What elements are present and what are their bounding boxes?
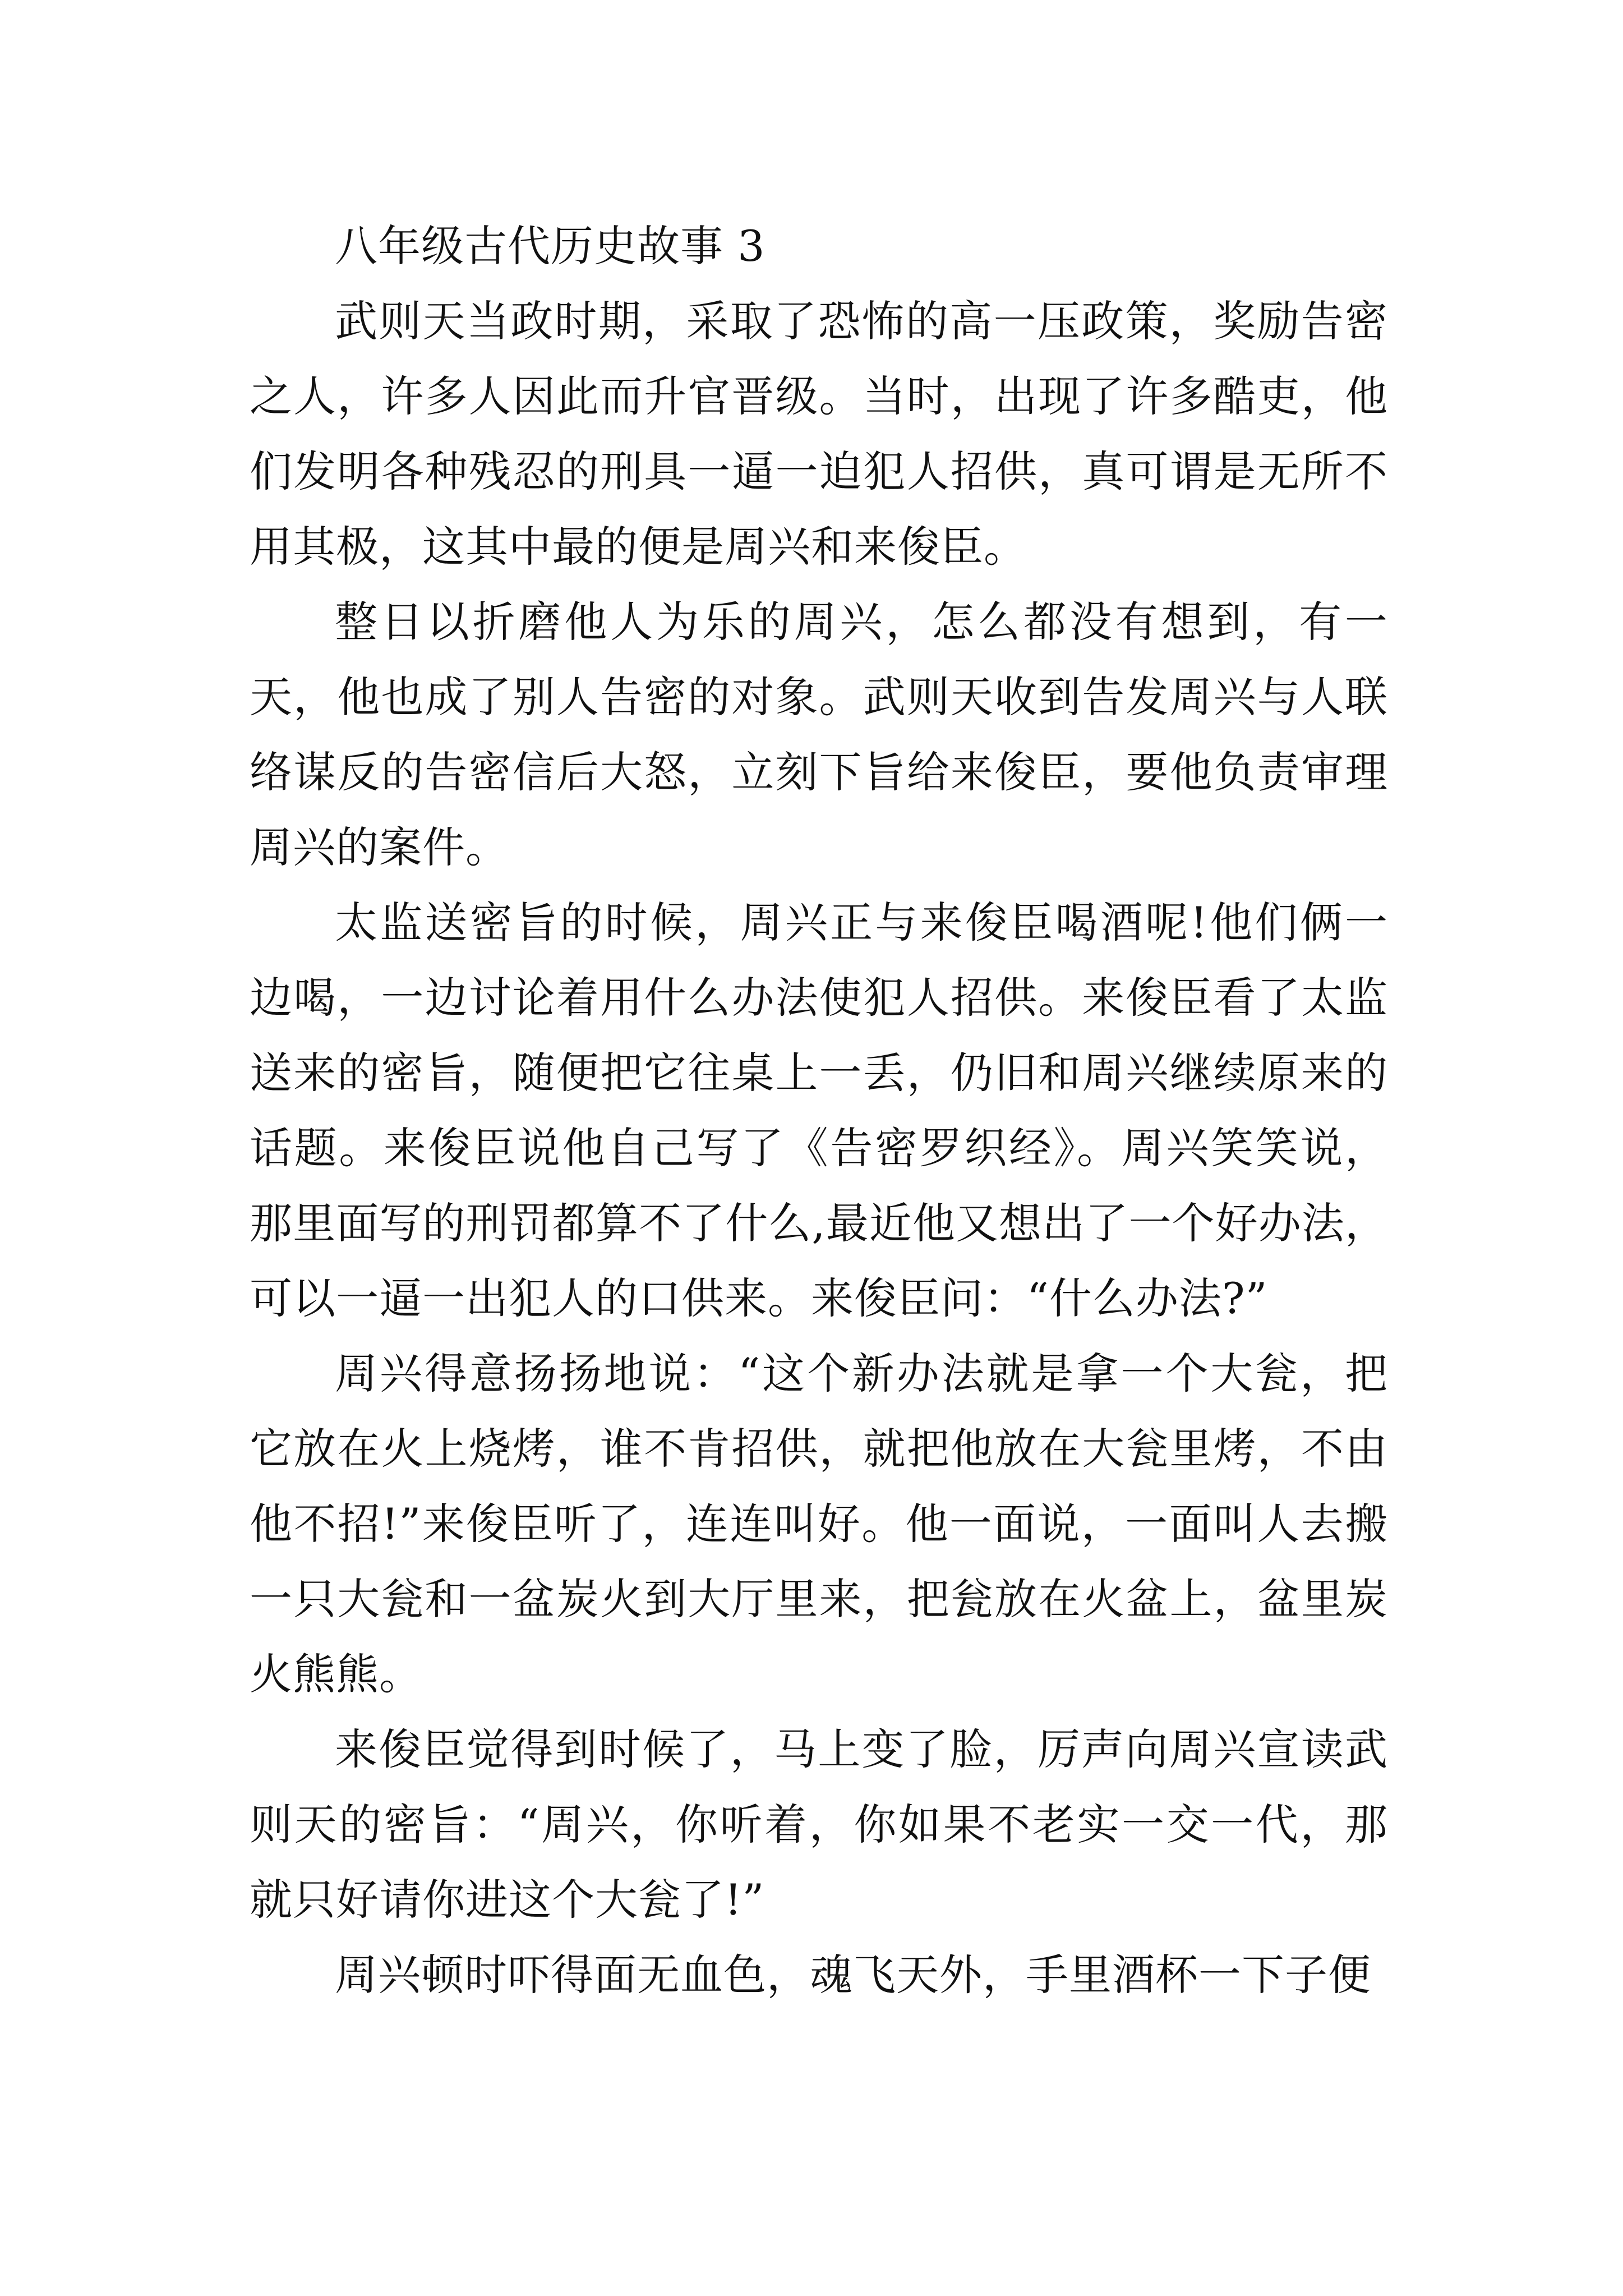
paragraph-6: 周兴顿时吓得面无血色，魂飞天外，手里酒杯一下子便 xyxy=(335,1950,1371,2000)
paragraph-2: 整日以折磨他人为乐的周兴，怎么都没有想到，有一天，他也成了别人告密的对象。武则天收到告发周兴与人联络谋反的告密信后大怒，立刻下旨给来俊臣，要他负责审理周兴的案件。 xyxy=(250,597,1388,872)
paragraph-5: 来俊臣觉得到时候了，马上变了脸，厉声向周兴宣读武则天的密旨：“周兴，你听着，你如果不老实一交一代，那就只好请你进这个大瓮了!” xyxy=(250,1724,1388,1925)
document-body xyxy=(250,209,1388,2013)
document-title: 八年级古代历史故事 3 xyxy=(335,221,766,271)
paragraph-3: 太监送密旨的时候，周兴正与来俊臣喝酒呢!他们俩一边喝，一边讨论着用什么办法使犯人招供。来俊臣看了太监送来的密旨，随便把它往桌上一丢，仍旧和周兴继续原来的话题。来俊臣说他自己写了《告密罗织经》。周兴笑笑说，那里面写的刑罚都算不了什么,最近他又想出了一个好办法，可以一逼一出犯人的口供来。来俊臣问：“什么办法?” xyxy=(250,898,1388,1323)
paragraph-4: 周兴得意扬扬地说：“这个新办法就是拿一个大瓮，把它放在火上烧烤，谁不肯招供，就把他放在大瓮里烤，不由他不招!”来俊臣听了，连连叫好。他一面说，一面叫人去搬一只大瓮和一盆炭火到大厅里来，把瓮放在火盆上，盆里炭火熊熊。 xyxy=(250,1349,1388,1699)
paragraph-1: 武则天当政时期，采取了恐怖的高一压政策，奖励告密之人，许多人因此而升官晋级。当时，出现了许多酷吏，他们发明各种残忍的刑具一逼一迫犯人招供，真可谓是无所不用其极，这其中最的便是周兴和来俊臣。 xyxy=(250,296,1388,572)
